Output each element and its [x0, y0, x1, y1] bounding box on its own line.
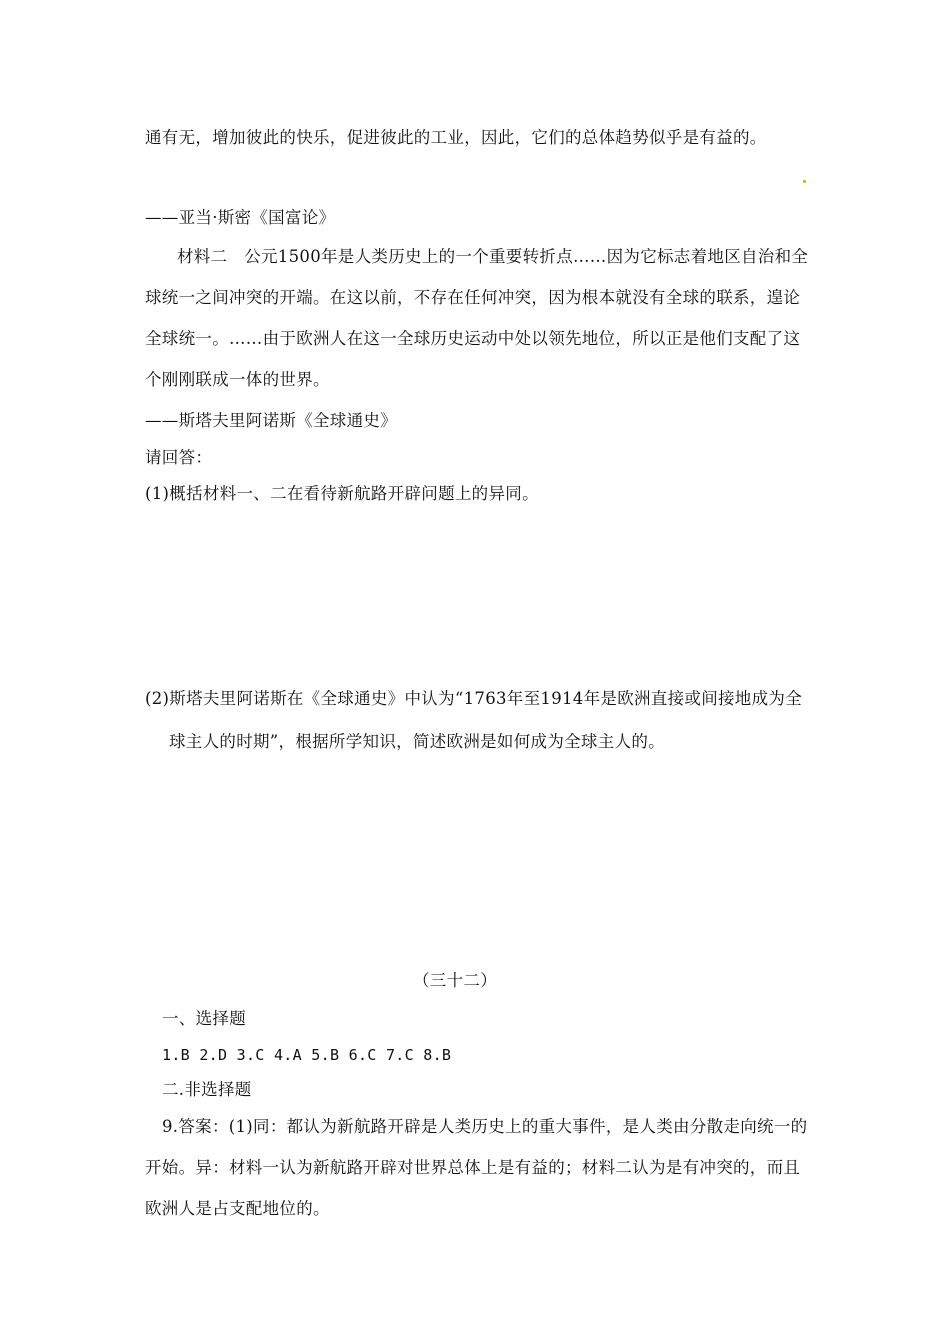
answer-9-line-3: 欧洲人是占支配地位的。 — [145, 1199, 330, 1218]
answer-9-line-1: 9.答案：(1)同：都认为新航路开辟是人类历史上的重大事件，是人类由分散走向统一的 — [162, 1117, 808, 1136]
question-1: (1)概括材料一、二在看待新航路开辟问题上的异同。 — [145, 484, 539, 503]
answer-9-line-2: 开始。异：材料一认为新航路开辟对世界总体上是有益的；材料二认为是有冲突的，而且 — [145, 1158, 801, 1177]
stray-mark — [803, 180, 806, 183]
answer-prompt: 请回答： — [145, 448, 213, 467]
answer-choice-section: 一、选择题 — [162, 1009, 246, 1028]
material2-source: ——斯塔夫里阿诺斯《全球通史》 — [145, 411, 397, 430]
material2-line-1: 材料二 公元1500年是人类历史上的一个重要转折点……因为它标志着地区自治和全 — [177, 247, 809, 266]
question-2-line-1: (2)斯塔夫里阿诺斯在《全球通史》中认为“1763年至1914年是欧洲直接或间接地成为全 — [145, 689, 802, 708]
question-2-line-2: 球主人的时期”，根据所学知识，简述欧洲是如何成为全球主人的。 — [169, 732, 665, 751]
answer-choice-list: 1.B 2.D 3.C 4.A 5.B 6.C 7.C 8.B — [162, 1046, 452, 1064]
material2-line-3: 全球统一。……由于欧洲人在这一全球历史运动中处以领先地位，所以正是他们支配了这 — [145, 329, 801, 348]
material1-text-end: 通有无，增加彼此的快乐，促进彼此的工业，因此，它们的总体趋势似乎是有益的。 — [145, 128, 767, 147]
material2-line-4: 个刚刚联成一体的世界。 — [145, 370, 330, 389]
material2-line-2: 球统一之间冲突的开端。在这以前，不存在任何冲突，因为根本就没有全球的联系，遑论 — [145, 288, 801, 307]
material1-source: ——亚当·斯密《国富论》 — [145, 208, 336, 227]
answer-section-heading: （三十二） — [413, 971, 497, 990]
answer-nonchoice-section: 二.非选择题 — [162, 1080, 252, 1099]
